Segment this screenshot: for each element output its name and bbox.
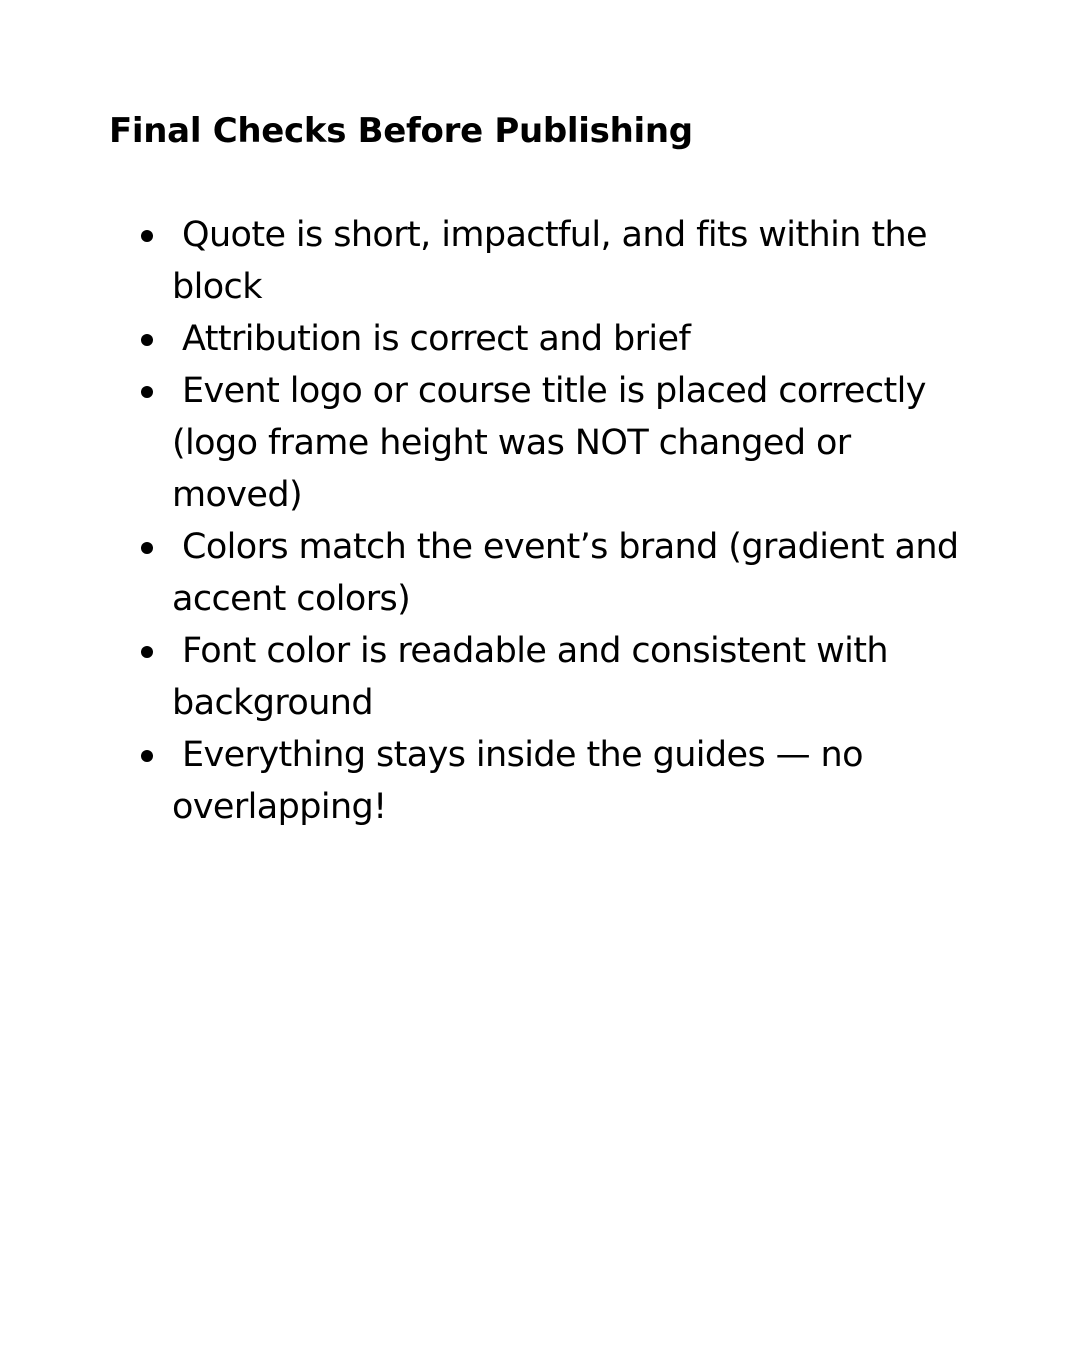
list-item-text: Quote is short, impactful, and fits within the block	[172, 215, 927, 307]
list-item-text: Everything stays inside the guides — no overlapping!	[172, 735, 863, 827]
list-item-text: Attribution is correct and brief	[182, 319, 691, 359]
checklist	[172, 209, 962, 833]
bullet-icon	[141, 750, 153, 762]
list-item-text: Event logo or course title is placed correctly (logo frame height was NOT changed or moved)	[172, 371, 926, 515]
bullet-icon	[141, 334, 153, 346]
list-item	[172, 365, 962, 521]
bullet-icon	[141, 646, 153, 658]
page-title: Final Checks Before Publishing	[109, 111, 693, 151]
bullet-icon	[141, 230, 153, 242]
list-item	[172, 625, 962, 729]
list-item-text: Font color is readable and consistent with background	[172, 631, 888, 723]
list-item	[172, 209, 962, 313]
bullet-icon	[141, 542, 153, 554]
list-item-text: Colors match the event’s brand (gradient and accent colors)	[172, 527, 959, 619]
list-item	[172, 521, 962, 625]
list-item	[172, 313, 962, 365]
bullet-icon	[141, 386, 153, 398]
list-item	[172, 729, 962, 833]
